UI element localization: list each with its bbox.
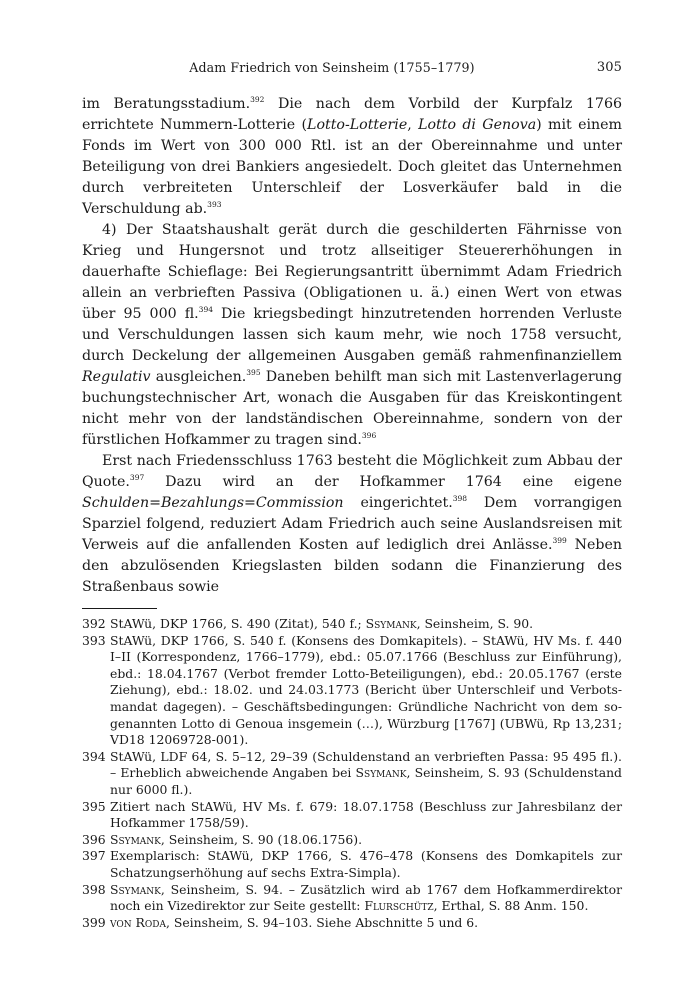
footnote-number: 398 bbox=[82, 881, 106, 897]
footnote-398 bbox=[82, 882, 622, 915]
footnote-text: Zitiert nach StAWü, HV Ms. f. 679: 18.07.1758 (Beschluss zur Jahresbilanz der Hofkammer 1758/59). bbox=[110, 798, 622, 831]
text-run: , Seinsheim, S. 90. bbox=[416, 616, 534, 631]
footnote-text bbox=[110, 882, 622, 915]
footnote-ref-398[interactable]: 398 bbox=[452, 494, 468, 503]
text-run: Neben den abzulösenden Kriegslasten bilden sodann die Finanzierung des Straßenbaus sowie bbox=[82, 537, 622, 595]
footnote-number: 399 bbox=[82, 914, 106, 930]
paragraph-1 bbox=[82, 94, 622, 220]
footnote-ref-395[interactable]: 395 bbox=[246, 368, 261, 377]
page-number: 305 bbox=[596, 60, 622, 75]
footnote-393 bbox=[82, 633, 622, 749]
footnote-ref-396[interactable]: 396 bbox=[361, 431, 377, 440]
footnote-397 bbox=[82, 848, 622, 881]
footnote-text bbox=[110, 616, 622, 633]
footnote-ref-399[interactable]: 399 bbox=[552, 536, 567, 545]
text-run: , Seinsheim, S. 94. – Zusätzlich wird ab 1767 dem Hofkammerdirektor noch ein Vizedirektor zur Seite gestellt: bbox=[110, 881, 622, 914]
paragraph-3 bbox=[82, 451, 622, 598]
footnote-text bbox=[110, 915, 622, 932]
text-run: , bbox=[407, 117, 419, 133]
running-head bbox=[82, 60, 622, 80]
footnote-ref-394[interactable]: 394 bbox=[198, 305, 213, 314]
italic-term: Lotto di Genova bbox=[418, 117, 537, 133]
footnote-text bbox=[110, 749, 622, 799]
footnote-text: Exemplarisch: StAWü, DKP 1766, S. 476–478 (Konsens des Domkapitels zur Schatzungserhöhung auf sechs Extra-Simpla). bbox=[110, 848, 622, 880]
text-run: , Seinsheim, S. 90 (18.06.1756). bbox=[160, 831, 363, 847]
footnote-text: StAWü, DKP 1766, S. 540 f. (Konsens des Domkapitels). – StAWü, HV Ms. f. 440 I–II (Korrespondenz, 1766–1779), ebd.: 05.07.1766 (Beschluss zur Einführung), ebd.: 18.04.1767 (Verbot fremder Lotto-Beteiligungen), ebd.: 20.05.1767 (erste Ziehung), ebd.: 18.02. und 24.03.1773 (Bericht über Unterschleif und Verbotsmandat dagegen). – Geschäftsbedingungen: Gründliche Nachricht von dem sogenannten Lotto di Genoua insgemein (…), Würzburg [1767] (UBWü, Rp 13,231; VD18 12069728-001). bbox=[110, 632, 622, 748]
text-run: , Erthal, S. 88 Anm. 150. bbox=[433, 898, 589, 914]
footnote-number: 396 bbox=[82, 831, 106, 847]
footnote-399 bbox=[82, 915, 622, 932]
footnote-text bbox=[110, 832, 622, 849]
footnote-ref-397[interactable]: 397 bbox=[129, 473, 145, 482]
text-run: ) mit einem Fonds im Wert von 300 000 Rtl. ist an der Obereinnahme und unter Beteiligung von drei Bankiers angesiedelt. Doch gleitet das Unternehmen durch verbreiteten Unterschleif der Losverkäufer bald in die Verschuldung ab. bbox=[82, 117, 622, 217]
footnote-392 bbox=[82, 616, 622, 633]
footnote-number: 392 bbox=[82, 616, 106, 631]
footnote-396 bbox=[82, 832, 622, 849]
paragraph-2 bbox=[82, 220, 622, 451]
text-run: Dem vorrangigen Sparziel folgend, reduziert Adam Friedrich auch seine Auslandsreisen mit Verweis auf die anfallenden Kosten auf lediglich drei Anlässe. bbox=[82, 495, 622, 553]
footnote-divider bbox=[82, 608, 157, 609]
footnote-395 bbox=[82, 799, 622, 832]
text-run: eingerichtet. bbox=[343, 495, 453, 511]
footnote-ref-392[interactable]: 392 bbox=[250, 95, 265, 104]
author-name: Flurschütz bbox=[364, 898, 434, 914]
text-run: , Seinsheim, S. 94–103. Siehe Abschnitte 5 und 6. bbox=[165, 914, 479, 930]
text-run: Erst nach Friedensschluss 1763 besteht die Möglichkeit zum Abbau der Quote. bbox=[82, 453, 622, 490]
text-run: ausgleichen. bbox=[150, 369, 247, 385]
body-text bbox=[82, 94, 622, 598]
text-run: Die nach dem Vorbild der Kurpfalz 1766 errichtete Nummern-Lotterie ( bbox=[82, 96, 622, 133]
footnote-number: 397 bbox=[82, 848, 106, 864]
footnote-ref-393[interactable]: 393 bbox=[207, 200, 222, 209]
text-run: Dazu wird an der Hofkammer 1764 eine eigene bbox=[144, 474, 622, 490]
text-run: StAWü, LDF 64, S. 5–12, 29–39 (Schuldenstand an verbrieften Passa: 95 495 fl.). – Erheblich abweichende Angaben bei bbox=[110, 748, 622, 781]
author-name: Ssymank bbox=[110, 881, 161, 897]
running-title: Adam Friedrich von Seinsheim (1755–1779) bbox=[189, 60, 475, 75]
italic-term: Lotto-Lotterie bbox=[307, 117, 408, 133]
book-page bbox=[82, 60, 622, 931]
author-name: Ssymank bbox=[110, 831, 161, 847]
text-run: StAWü, DKP 1766, S. 490 (Zitat), 540 f.; bbox=[110, 616, 366, 631]
author-name: von Roda bbox=[110, 914, 166, 930]
text-run: Daneben behilft man sich mit Lastenverlagerung buchungstechnischer Art, wonach die Ausgaben für das Kreiskontingent nicht mehr von der landständischen Obereinnahme, sondern von der fürstlichen Hofkammer zu tragen sind. bbox=[82, 369, 622, 448]
text-run: 4) Der Staatshaushalt gerät durch die geschilderten Fährnisse von Krieg und Hungersnot und trotz allseitiger Steuererhöhungen in dauerhafte Schieflage: Bei Regierungsantritt übernimmt Adam Friedrich allein an verbrieften Passiva (Obligationen u. ä.) einen Wert von etwas über 95 000 fl. bbox=[82, 222, 622, 322]
text-run: , Seinsheim, S. 93 (Schuldenstand nur 6000 fl.). bbox=[110, 765, 622, 797]
footnote-number: 394 bbox=[82, 748, 106, 764]
text-run: im Beratungsstadium. bbox=[82, 96, 251, 112]
footnotes bbox=[82, 616, 622, 931]
footnote-number: 393 bbox=[82, 632, 106, 648]
italic-term: Regulativ bbox=[82, 369, 151, 385]
author-name: Ssymank bbox=[365, 616, 417, 631]
footnote-394 bbox=[82, 749, 622, 799]
italic-term: Schulden=Bezahlungs=Commission bbox=[82, 495, 344, 511]
footnote-number: 395 bbox=[82, 798, 106, 814]
text-run: Die kriegsbedingt hinzutretenden horrenden Verluste und Verschuldungen lassen sich kaum mehr, wie noch 1758 versucht, durch Deckelung der allgemeinen Ausgaben gemäß rahmenfinanziellem bbox=[82, 306, 622, 364]
author-name: Ssymank bbox=[355, 765, 407, 781]
